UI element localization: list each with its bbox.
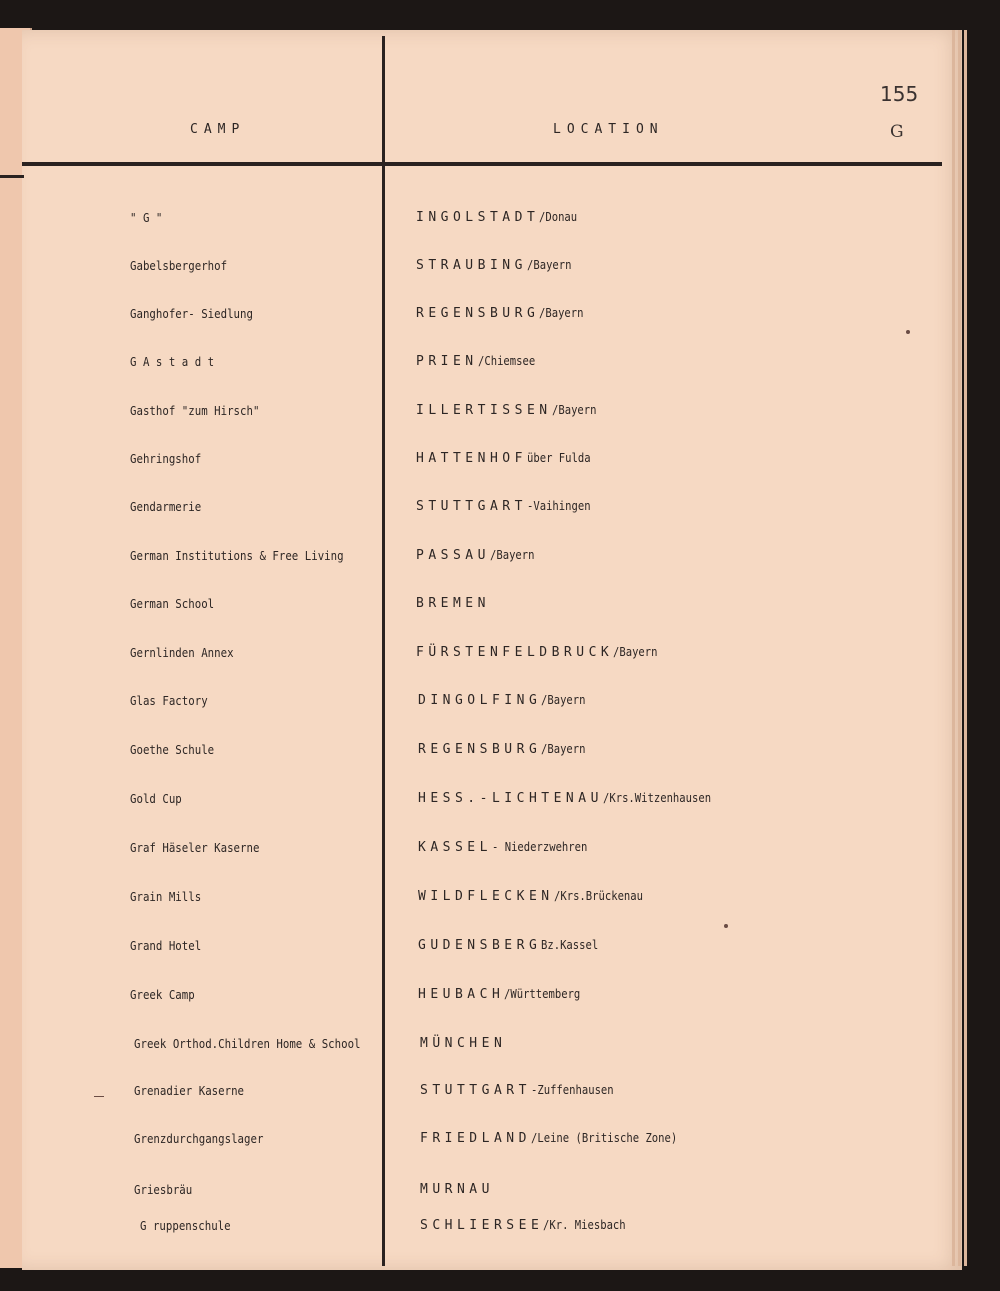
location-city: PRIEN (416, 354, 478, 369)
location (416, 645, 664, 660)
location-city: WILDFLECKEN (418, 889, 554, 904)
camp-name: " G " (130, 210, 163, 225)
location (416, 210, 583, 225)
location (418, 840, 600, 855)
list-item (0, 987, 1000, 1015)
camp-name: German School (130, 596, 215, 611)
location (418, 987, 591, 1002)
camp-name: Glas Factory (130, 693, 208, 708)
location-city: GUDENSBERG (418, 938, 542, 953)
camp-name: Goethe Schule (130, 742, 215, 757)
location-detail: /Krs.Witzenhausen (602, 791, 711, 805)
location (416, 403, 602, 418)
location-city: HESS.-LICHTENAU (418, 791, 603, 806)
location-city: MURNAU (420, 1182, 494, 1197)
location-city: SCHLIERSEE (420, 1218, 544, 1233)
location (420, 1218, 637, 1233)
location-city: DINGOLFING (418, 693, 542, 708)
camp-name: Gasthof "zum Hirsch" (130, 403, 260, 418)
list-item (0, 354, 1000, 382)
location (416, 258, 578, 273)
list-item (0, 1083, 1000, 1111)
paper-mark (94, 1096, 104, 1097)
camp-name: Gehringshof (130, 451, 202, 466)
location-detail: /Donau (539, 210, 578, 224)
location-detail: -Zuffenhausen (530, 1083, 614, 1097)
list-item (0, 499, 1000, 527)
camp-name: Grain Mills (130, 889, 202, 904)
location-city: STRAUBING (416, 258, 527, 273)
list-item (0, 451, 1000, 479)
location-city: STUTTGART (420, 1083, 531, 1098)
location-city: MÜNCHEN (420, 1036, 507, 1051)
camp-name: Gabelsbergerhof (130, 258, 228, 273)
camp-name: Grenadier Kaserne (134, 1083, 245, 1098)
location (416, 306, 590, 321)
camp-name: G A s t a d t (130, 354, 215, 369)
camp-name: Gendarmerie (130, 499, 202, 514)
location-city: FRIEDLAND (420, 1131, 531, 1146)
location (420, 1131, 697, 1146)
location (418, 938, 606, 953)
location (418, 791, 726, 806)
location-detail: /Bayern (551, 403, 597, 417)
camp-name: Greek Camp (130, 987, 195, 1002)
list-item (0, 1182, 1000, 1210)
location-detail: /Bayern (613, 645, 658, 659)
location-city: HATTENHOF (416, 451, 527, 466)
location-city: REGENSBURG (416, 306, 540, 321)
camp-name: Gold Cup (130, 791, 182, 806)
location-detail: /Bayern (541, 742, 586, 756)
location-detail: /Bayern (489, 548, 535, 562)
location-city: KASSEL (418, 840, 492, 855)
location-detail: Bz.Kassel (541, 938, 599, 952)
list-item (0, 403, 1000, 431)
location-city: REGENSBURG (418, 742, 542, 757)
location-city: PASSAU (416, 548, 490, 563)
location-detail: /Krs.Brückenau (553, 889, 643, 903)
location-detail: über Fulda (526, 451, 591, 465)
location (416, 499, 599, 514)
location (416, 354, 543, 369)
camp-name: G ruppenschule (140, 1218, 231, 1233)
camp-column-header: CAMP (190, 122, 246, 137)
location (416, 548, 541, 563)
camp-name: Greek Orthod.Children Home & School (134, 1036, 361, 1051)
list-item (0, 258, 1000, 286)
location-detail: /Bayern (541, 693, 586, 707)
location (418, 693, 592, 708)
location (418, 742, 592, 757)
camp-name: Grand Hotel (130, 938, 202, 953)
list-item (0, 596, 1000, 624)
list-item (0, 840, 1000, 868)
list-item (0, 791, 1000, 819)
camp-name: Graf Häseler Kaserne (130, 840, 260, 855)
location-column-header: LOCATION (553, 122, 664, 137)
list-item (0, 1036, 1000, 1064)
location (420, 1083, 625, 1098)
location-detail: -Vaihingen (526, 499, 591, 513)
location-city: BREMEN (416, 596, 490, 611)
location-city: HEUBACH (418, 987, 505, 1002)
section-letter: G (890, 122, 904, 142)
location-detail: - Niederzwehren (491, 840, 588, 854)
location (416, 596, 490, 611)
location (420, 1036, 506, 1051)
page-number: 155 (880, 82, 919, 106)
location-detail: /Bayern (539, 306, 584, 320)
location (416, 451, 599, 466)
list-item (0, 1218, 1000, 1246)
location-city: INGOLSTADT (416, 210, 540, 225)
camp-name: Ganghofer- Siedlung (130, 306, 253, 321)
list-item (0, 889, 1000, 917)
list-item (0, 210, 1000, 238)
paper-speck (724, 924, 728, 928)
paper-speck (906, 330, 910, 334)
camp-name: German Institutions & Free Living (130, 548, 344, 563)
list-item (0, 645, 1000, 673)
list-item (0, 306, 1000, 334)
location (418, 889, 655, 904)
location (420, 1182, 494, 1197)
list-item (0, 1131, 1000, 1159)
location-city: ILLERTISSEN (416, 403, 552, 418)
list-item (0, 548, 1000, 576)
camp-name: Grenzdurchgangslager (134, 1131, 264, 1146)
camp-name: Griesbräu (134, 1182, 193, 1197)
location-detail: /Leine (Britische Zone) (530, 1131, 678, 1145)
list-item (0, 693, 1000, 721)
list-item (0, 938, 1000, 966)
location-city: STUTTGART (416, 499, 527, 514)
location-detail: /Bayern (526, 258, 572, 272)
location-city: FÜRSTENFELDBRUCK (416, 645, 614, 660)
camp-name: Gernlinden Annex (130, 645, 234, 660)
list-item (0, 742, 1000, 770)
location-detail: /Kr. Miesbach (543, 1218, 626, 1232)
location-detail: /Württemberg (504, 987, 581, 1001)
location-detail: /Chiemsee (477, 354, 535, 368)
